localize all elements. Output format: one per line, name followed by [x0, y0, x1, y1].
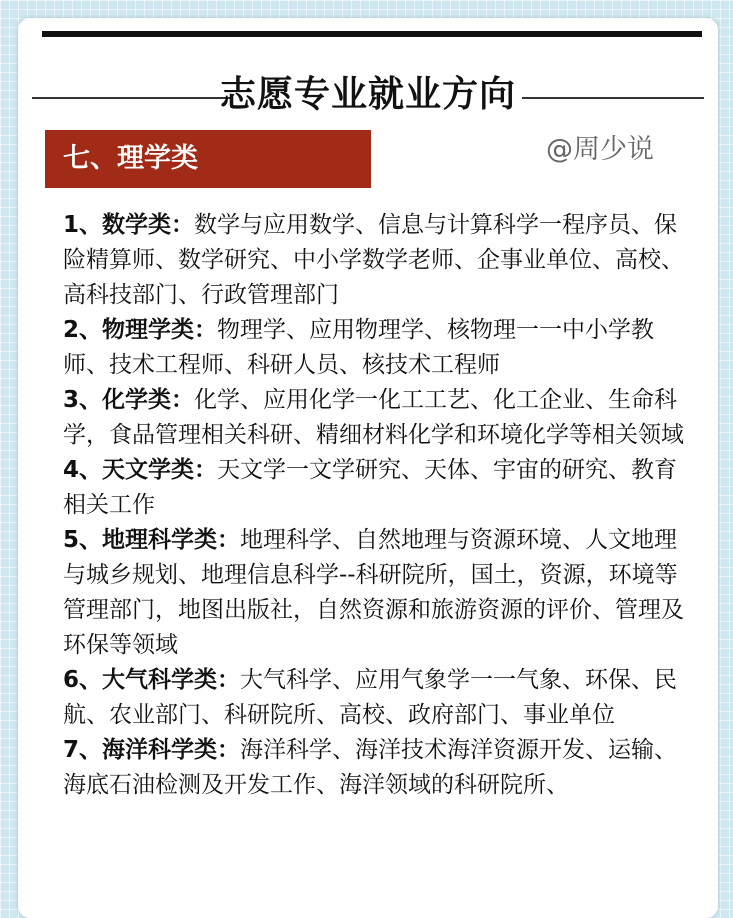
list-item: [63, 663, 685, 733]
section-title: 七、理学类: [63, 143, 198, 174]
item-text: 地理科学、自然地理与资源环境、人文地理与城乡规划、地理信息科学--科研院所，国土，资源，环境等管理部门，地图出版社，自然资源和旅游资源的评价、管理及环保等领域: [63, 527, 684, 658]
top-divider-bar: [42, 31, 702, 37]
item-text: 海洋科学、海洋技术海洋资源开发、运输、海底石油检测及开发工作、海洋领域的科研院所、: [63, 737, 678, 798]
major-list: [63, 208, 685, 803]
section-banner: [45, 130, 371, 188]
item-heading: 4、天文学类：: [63, 457, 218, 483]
item-heading: 7、海洋科学类：: [63, 737, 241, 763]
list-item: [63, 383, 685, 453]
item-text: 大气科学、应用气象学一一气象、环保、民航、农业部门、科研院所、高校、政府部门、事业单位: [63, 667, 678, 728]
list-item: [63, 208, 685, 313]
list-item: [63, 733, 685, 803]
item-text: 化学、应用化学一化工工艺、化工企业、生命科学，食品管理相关科研、精细材料化学和环境化学等相关领域: [63, 387, 684, 448]
item-text: 数学与应用数学、信息与计算科学一程序员、保险精算师、数学研究、中小学数学老师、企事业单位、高校、高科技部门、行政管理部门: [63, 212, 684, 308]
list-item: [63, 523, 685, 663]
item-heading: 6、大气科学类：: [63, 667, 241, 693]
author-watermark: @周少说: [546, 134, 654, 165]
item-heading: 3、化学类：: [63, 387, 195, 413]
item-heading: 1、数学类：: [63, 212, 195, 238]
item-heading: 2、物理学类：: [63, 317, 218, 343]
list-item: [63, 313, 685, 383]
item-text: 物理学、应用物理学、核物理一一中小学教师、技术工程师、科研人员、核技术工程师: [63, 317, 655, 378]
item-heading: 5、地理科学类：: [63, 527, 241, 553]
page-title: 志愿专业就业方向: [219, 74, 516, 115]
item-text: 天文学一文学研究、天体、宇宙的研究、教育相关工作: [63, 457, 678, 518]
title-row: [32, 70, 704, 120]
list-item: [63, 453, 685, 523]
